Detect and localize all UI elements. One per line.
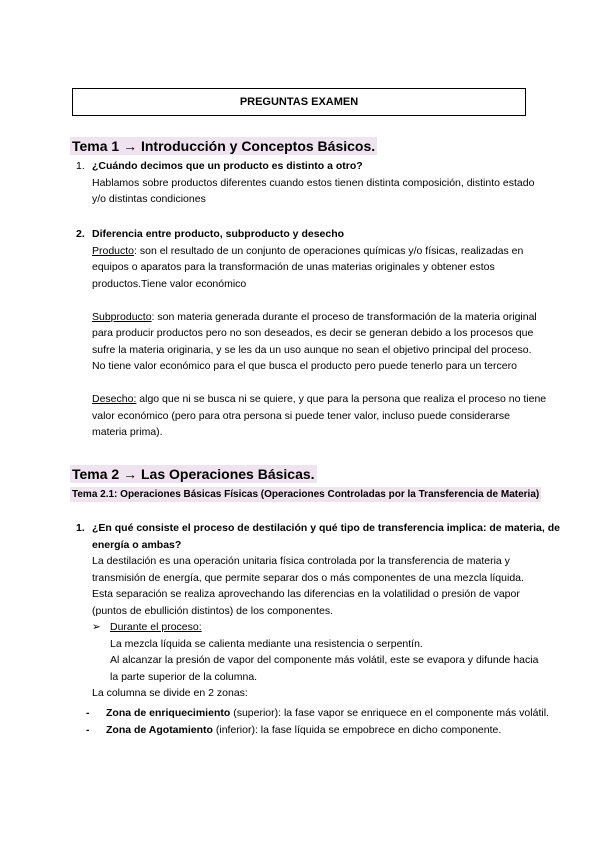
answer-line: sufre la materia originaria, y se les da un uso aunque no sean el objetivo principal del proceso. xyxy=(92,343,532,356)
zona-item xyxy=(88,705,549,722)
zona-text: (superior): la fase vapor se enriquece en el componente más volátil. xyxy=(230,707,549,719)
document-title-box xyxy=(72,88,526,116)
answer-line: La columna se divide en 2 zonas: xyxy=(92,687,248,699)
durante-label: Durante el proceso: xyxy=(110,621,202,633)
zona-item xyxy=(88,722,501,739)
answer-line: La destilación es una operación unitaria física controlada por la transferencia de materia y xyxy=(92,555,510,567)
durante-proceso-block xyxy=(92,619,542,685)
question-title: energía o ambas? xyxy=(92,538,182,551)
document-title: PREGUNTAS EXAMEN xyxy=(239,95,359,108)
question-title: ¿En qué consiste el proceso de destilación y qué tipo de transferencia implica: de materia, de xyxy=(92,522,560,534)
zona-name: Zona de Agotamiento xyxy=(106,724,213,736)
zona-text: (inferior): la fase líquida se empobrece en dicho componente. xyxy=(212,724,502,736)
question-number: 2. xyxy=(76,228,85,240)
answer-line: No tiene valor económico para el que busca el producto pero puede tenerlo para un tercero xyxy=(92,360,517,372)
answer-line: materia prima). xyxy=(92,426,163,438)
answer-line: productos.Tiene valor económico xyxy=(92,277,247,290)
question-number: 1. xyxy=(76,522,85,534)
answer-line: algo que ni se busca ni se quiere, y que para la persona que realiza el proceso no tiene xyxy=(136,393,547,405)
answer-line: La mezcla líquida se calienta mediante una resistencia o serpentín. xyxy=(110,637,423,650)
dash-bullet: - xyxy=(86,724,90,736)
answer-line: la parte superior de la columna. xyxy=(110,670,258,683)
tema1-heading: Tema 1 → Introducción y Conceptos Básicos. xyxy=(72,138,376,154)
answer-line: : son el resultado de un conjunto de operaciones químicas y/o físicas, realizadas en xyxy=(134,244,524,257)
producto-label: Producto xyxy=(92,244,135,257)
tema1-question-1 xyxy=(72,158,542,208)
tema2-subheading: Tema 2.1: Operaciones Básicas Físicas (Operaciones Controladas por la Transferencia de Materia) xyxy=(72,489,540,500)
answer-line: para producir productos pero no son deseados, es decir se generan debido a los procesos que xyxy=(92,327,534,339)
dash-bullet: - xyxy=(86,707,90,719)
answer-line: Esta separación se realiza aprovechando las diferencias en la volatilidad o presión de vapor xyxy=(92,588,520,600)
subproducto-label: Subproducto xyxy=(92,310,152,323)
tema2-question-1 xyxy=(72,520,560,702)
desecho-label: Desecho: xyxy=(92,393,137,405)
answer-line: Hablamos sobre productos diferentes cuando estos tienen distinta composición, distinto estado xyxy=(92,176,535,189)
tema1-question-2 xyxy=(72,226,547,441)
answer-line: (puntos de ebullición distintos) de los componentes. xyxy=(92,604,334,617)
answer-line: valor económico (pero para otra persona si puede tener valor, incluso puede considerarse xyxy=(92,409,510,422)
question-title: Diferencia entre producto, subproducto y desecho xyxy=(92,228,345,240)
question-title: ¿Cuándo decimos que un producto es distinto a otro? xyxy=(92,160,363,172)
answer-line: Al alcanzar la presión de vapor del componente más volátil, este se evapora y difunde hacia xyxy=(110,654,539,666)
answer-line: : son materia generada durante el proceso de transformación de la materia original xyxy=(151,310,537,323)
question-number: 1. xyxy=(76,160,85,172)
arrow-bullet-icon: ➢ xyxy=(92,621,101,633)
zona-name: Zona de enriquecimiento xyxy=(106,707,231,719)
answer-line: transmisión de energía, que permite separar dos o más componentes de una mezcla líquida. xyxy=(92,571,524,584)
answer-line: equipos o aparatos para la transformación de unas materias originales y obtener estos xyxy=(92,261,495,273)
tema2-heading: Tema 2 → Las Operaciones Básicas. xyxy=(72,466,315,482)
answer-line: y/o distintas condiciones xyxy=(92,193,206,205)
